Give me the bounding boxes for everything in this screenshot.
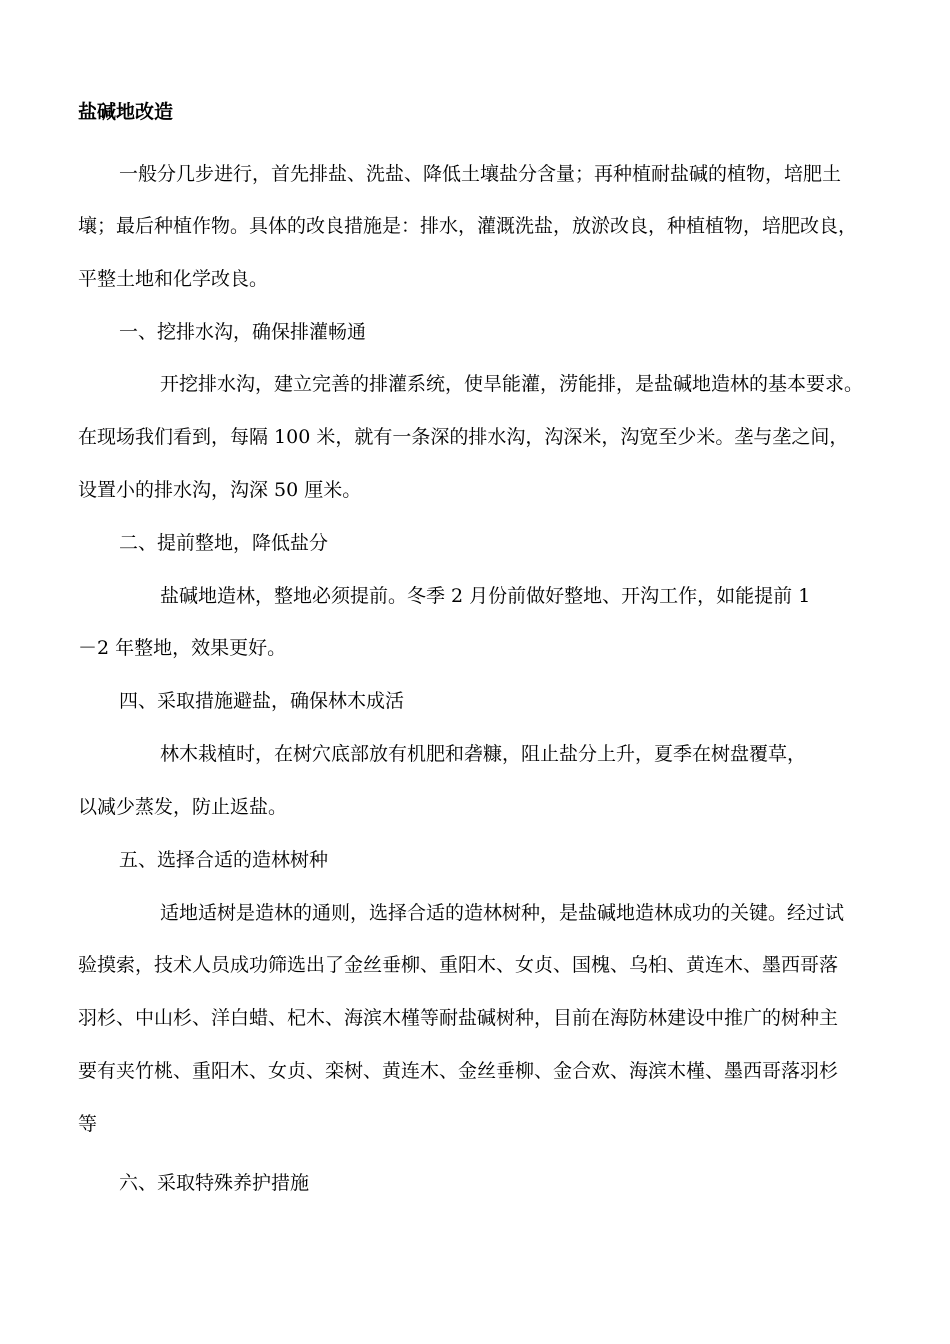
- section-2-line-1: 盐碱地造林，整地必须提前。冬季 2 月份前做好整地、开沟工作，如能提前 1: [160, 585, 811, 607]
- section-5-line-5: 等: [78, 1113, 98, 1135]
- section-heading-1: 一、挖排水沟，确保排灌畅通: [119, 321, 367, 343]
- section-5-line-2: 验摸索，技术人员成功筛选出了金丝垂柳、重阳木、女贞、国槐、乌桕、黄连木、墨西哥落: [78, 954, 839, 976]
- section-4-line-1: 林木栽植时，在树穴底部放有机肥和砻糠，阻止盐分上升，夏季在树盘覆草，: [160, 743, 807, 765]
- section-heading-4: 四、采取措施避盐，确保林木成活: [119, 690, 405, 712]
- intro-line-1: 一般分几步进行，首先排盐、洗盐、降低土壤盐分含量；再种植耐盐碱的植物，培肥土: [119, 163, 842, 185]
- intro-line-3: 平整土地和化学改良。: [78, 268, 269, 290]
- section-1-line-3: 设置小的排水沟，沟深 50 厘米。: [78, 479, 362, 501]
- section-5-line-4: 要有夹竹桃、重阳木、女贞、栾树、黄连木、金丝垂柳、金合欢、海滨木槿、墨西哥落羽杉: [78, 1060, 839, 1082]
- section-heading-2: 二、提前整地，降低盐分: [119, 532, 329, 554]
- section-heading-5: 五、选择合适的造林树种: [119, 849, 329, 871]
- intro-line-2: 壤；最后种植作物。具体的改良措施是：排水，灌溉洗盐，放淤改良，种植植物，培肥改良，: [78, 215, 858, 237]
- section-2-line-2: －2 年整地，效果更好。: [78, 637, 287, 659]
- section-heading-6: 六、采取特殊养护措施: [119, 1172, 310, 1194]
- section-4-line-2: 以减少蒸发，防止返盐。: [78, 796, 288, 818]
- section-1-line-1: 开挖排水沟，建立完善的排灌系统，使旱能灌，涝能排，是盐碱地造林的基本要求。: [160, 373, 864, 395]
- section-5-line-3: 羽杉、中山杉、洋白蜡、杞木、海滨木槿等耐盐碱树种，目前在海防林建设中推广的树种主: [78, 1007, 839, 1029]
- document-title: 盐碱地改造: [78, 101, 174, 123]
- section-1-line-2: 在现场我们看到，每隔 100 米，就有一条深的排水沟，沟深米，沟宽至少米。垄与垄之间，: [78, 426, 849, 448]
- section-5-line-1: 适地适树是造林的通则，选择合适的造林树种，是盐碱地造林成功的关键。经过试: [160, 902, 845, 924]
